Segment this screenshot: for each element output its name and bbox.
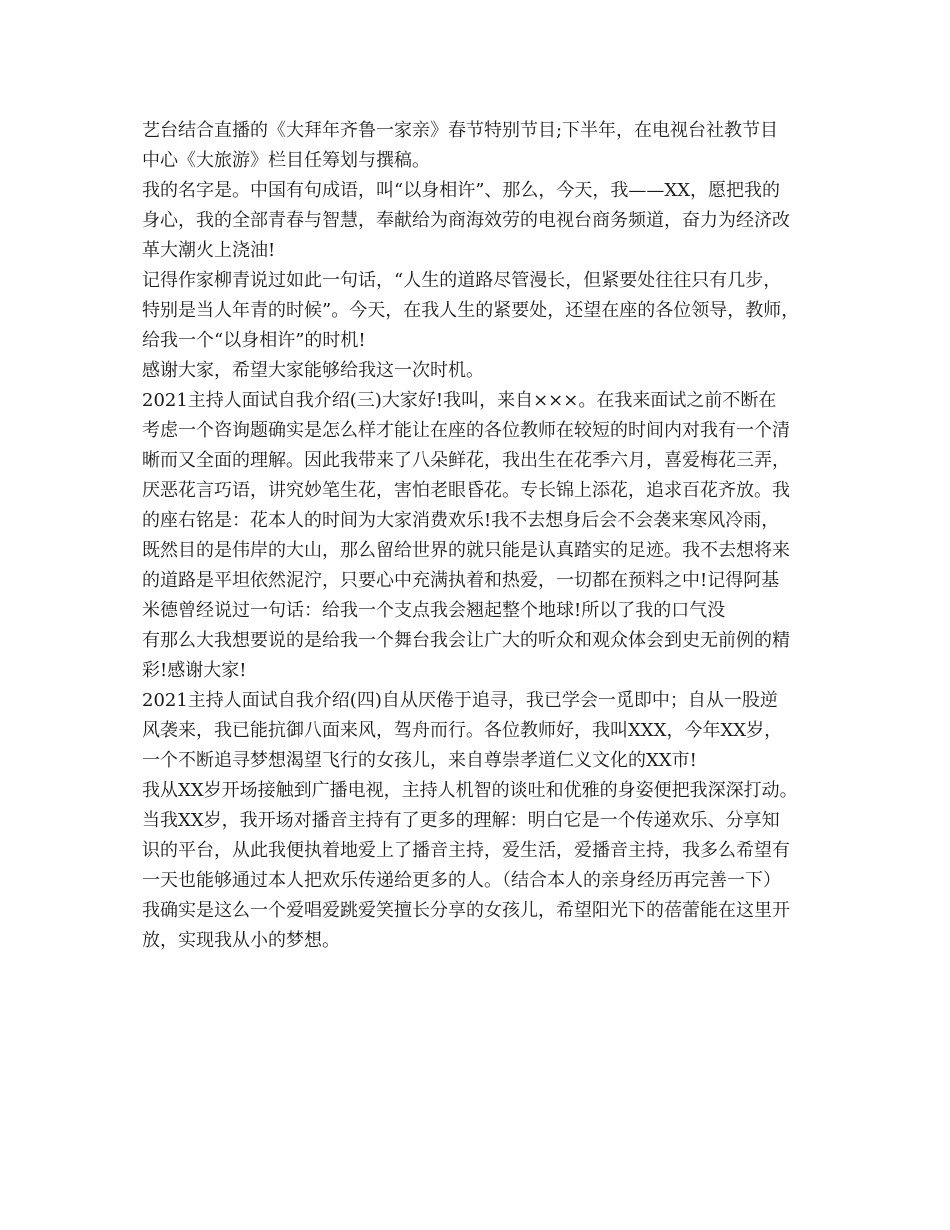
text-line: 既然目的是伟岸的大山，那么留给世界的就只能是认真踏实的足迹。我不去想将来: [142, 540, 790, 561]
text-line: 彩!感谢大家!: [142, 660, 247, 681]
text-line: 特别是当人年青的时候”。今天，在我人生的紧要处，还望在座的各位领导，教师，: [142, 300, 800, 321]
text-line: 放，实现我从小的梦想。: [142, 930, 340, 951]
text-line: 2021主持人面试自我介绍(四)自从厌倦于追寻，我已学会一觅即中；自从一股逆: [142, 690, 778, 711]
text-line: 当我XX岁，我开场对播音主持有了更多的理解：明白它是一个传递欢乐、分享知: [142, 810, 780, 831]
text-line: 革大潮火上浇油!: [142, 240, 276, 261]
text-line: 2021主持人面试自我介绍(三)大家好!我叫，来自×××。在我来面试之前不断在: [142, 390, 777, 411]
text-line: 有那么大我想要说的是给我一个舞台我会让广大的听众和观众体会到史无前例的精: [142, 630, 790, 651]
text-line: 一个不断追寻梦想渴望飞行的女孩儿，来自尊崇孝道仁义文化的XX市!: [142, 750, 697, 771]
text-line: 的道路是平坦依然泥泞，只要心中充满执着和热爱，一切都在预料之中!记得阿基: [142, 570, 780, 591]
text-line: 米德曾经说过一句话：给我一个支点我会翘起整个地球!所以了我的口气没: [142, 600, 726, 621]
text-line: 记得作家柳青说过如此一句话，“人生的道路尽管漫长，但紧要处往往只有几步，: [142, 270, 782, 291]
text-line: 艺台结合直播的《大拜年齐鲁一家亲》春节特别节目;下半年，在电视台社教节目: [142, 120, 779, 141]
text-line: 识的平台，从此我便执着地爱上了播音主持，爱生活，爱播音主持，我多么希望有: [142, 840, 790, 861]
text-line: 厌恶花言巧语，讲究妙笔生花，害怕老眼昏花。专长锦上添花，追求百花齐放。我: [142, 480, 790, 501]
text-line: 我从XX岁开场接触到广播电视，主持人机智的谈吐和优雅的身姿便把我深深打动。: [142, 780, 798, 801]
text-line: 风袭来，我已能抗御八面来风，驾舟而行。各位教师好，我叫XXX，今年XX岁，: [142, 720, 783, 741]
text-line: 感谢大家，希望大家能够给我这一次时机。: [142, 360, 484, 381]
text-line: 我的名字是。中国有句成语，叫“以身相许”、那么，今天，我——XX，愿把我的: [142, 180, 781, 201]
text-line: 考虑一个咨询题确实是怎么样才能让在座的各位教师在较短的时间内对我有一个清: [142, 420, 790, 441]
text-line: 晰而又全面的理解。因此我带来了八朵鲜花，我出生在花季六月，喜爱梅花三弄，: [142, 450, 790, 471]
text-line: 一天也能够通过本人把欢乐传递给更多的人。（结合本人的亲身经历再完善一下）: [142, 870, 781, 891]
text-line: 的座右铭是：花本人的时间为大家消费欢乐!我不去想身后会不会袭来寒风冷雨，: [142, 510, 780, 531]
text-line: 我确实是这么一个爱唱爱跳爱笑擅长分享的女孩儿，希望阳光下的蓓蕾能在这里开: [142, 900, 790, 921]
text-line: 中心《大旅游》栏目任筹划与撰稿。: [142, 150, 430, 171]
text-line: 给我一个“以身相许”的时机!: [142, 330, 366, 351]
text-line: 身心，我的全部青春与智慧，奉献给为商海效劳的电视台商务频道，奋力为经济改: [142, 210, 790, 231]
